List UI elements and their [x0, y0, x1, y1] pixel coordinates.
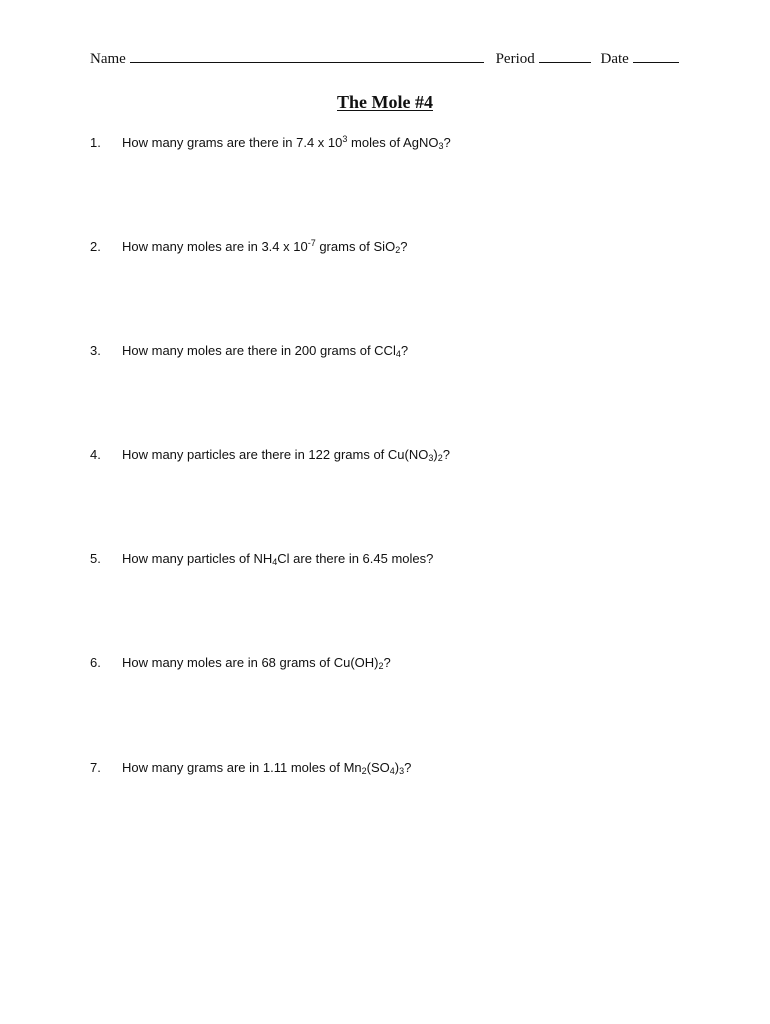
question-6: [90, 655, 391, 670]
question-subscript: 4: [272, 557, 278, 567]
question-number: 1.: [90, 135, 101, 150]
question-subscript: 3: [428, 453, 434, 463]
question-text: Cl are there in 6.45 moles?: [277, 551, 434, 566]
question-subscript: 2: [437, 453, 443, 463]
question-subscript: 3: [399, 766, 405, 776]
question-superscript: 3: [342, 134, 348, 144]
name-blank-line[interactable]: [130, 48, 484, 63]
question-number: 2.: [90, 239, 101, 254]
question-text: grams of SiO: [315, 239, 396, 254]
question-number: 4.: [90, 447, 101, 462]
question-text: ?: [400, 343, 409, 358]
question-text: How many moles are there in 200 grams of CCl: [122, 343, 396, 358]
question-5: [90, 551, 433, 566]
question-2: [90, 239, 407, 254]
question-text: ?: [443, 135, 451, 150]
question-text: How many particles are there in 122 grams of Cu(NO: [122, 447, 429, 462]
question-text: How many particles of NH: [122, 551, 273, 566]
date-label: Date: [600, 51, 629, 67]
question-text: How many grams are there in 7.4 x 10: [122, 135, 343, 150]
question-text: moles of AgNO: [347, 135, 439, 150]
question-subscript: 2: [361, 766, 367, 776]
question-text: How many grams are in 1.11 moles of Mn: [122, 760, 362, 775]
question-7: [90, 760, 411, 775]
question-number: 7.: [90, 760, 101, 775]
period-label: Period: [495, 51, 535, 67]
question-subscript: 2: [395, 245, 401, 255]
question-text: ?: [383, 655, 391, 670]
question-superscript: -7: [307, 238, 316, 248]
question-text: (SO: [366, 760, 390, 775]
period-blank-line[interactable]: [539, 48, 591, 63]
question-text: How many moles are in 3.4 x 10: [122, 239, 308, 254]
header-line: [90, 48, 680, 68]
question-text: ?: [400, 239, 408, 254]
question-number: 5.: [90, 551, 101, 566]
question-text: ): [433, 447, 438, 462]
worksheet-title: The Mole #4: [337, 92, 433, 112]
question-number: 3.: [90, 343, 101, 358]
question-3: [90, 343, 408, 358]
question-text: ): [394, 760, 400, 775]
date-blank-line[interactable]: [633, 48, 679, 63]
question-subscript: 4: [395, 349, 401, 359]
question-text: How many moles are in 68 grams of Cu(OH): [122, 655, 379, 670]
question-4: [90, 447, 450, 462]
question-subscript: 4: [389, 766, 395, 776]
question-number: 6.: [90, 655, 101, 670]
question-1: [90, 135, 451, 150]
name-label: Name: [90, 51, 126, 67]
question-text: ?: [442, 447, 450, 462]
question-text: ?: [404, 760, 412, 775]
question-subscript: 3: [438, 141, 444, 151]
question-subscript: 2: [378, 661, 384, 671]
